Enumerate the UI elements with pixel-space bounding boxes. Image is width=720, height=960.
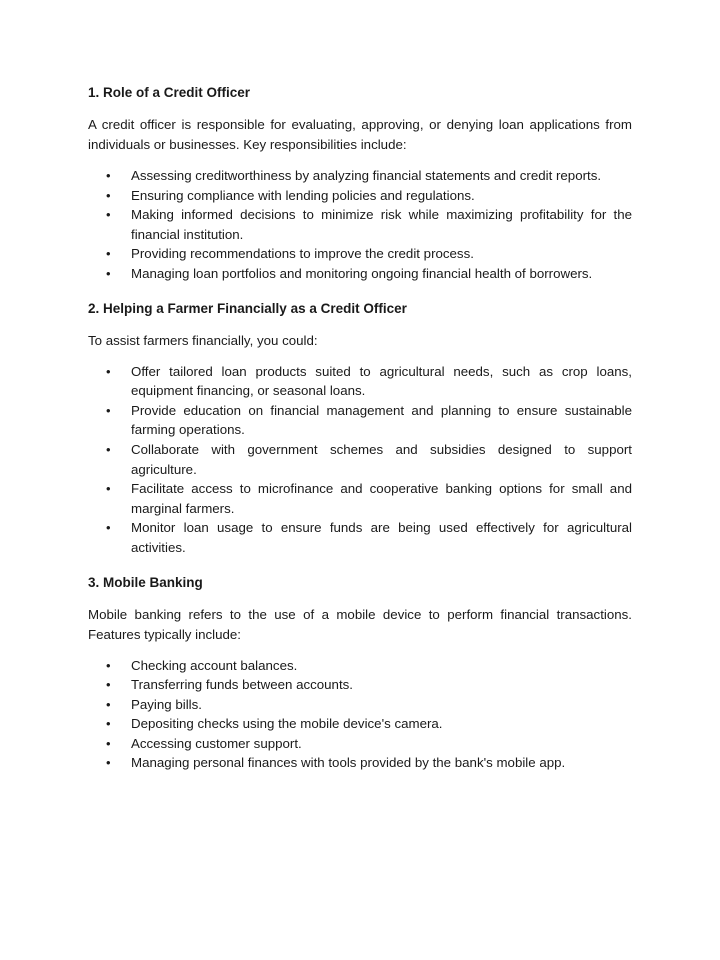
list-item-text: Provide education on financial management and planning to ensure sustainable farming operations.: [131, 402, 632, 438]
list-item-text: Collaborate with government schemes and subsidies designed to support agriculture.: [131, 441, 632, 477]
bullet-icon: •: [106, 657, 111, 673]
bullet-icon: •: [106, 363, 111, 379]
bullet-icon: •: [106, 265, 111, 281]
list-item-text: Ensuring compliance with lending policies and regulations.: [131, 187, 475, 203]
section-intro: Mobile banking refers to the use of a mobile device to perform financial transactions. Features typically include:: [88, 606, 632, 642]
list-item: [88, 714, 632, 734]
list-item: [88, 479, 632, 518]
list-item: [88, 166, 632, 186]
list-item: [88, 186, 632, 206]
section-heading: 3. Mobile Banking: [88, 574, 203, 590]
bullet-icon: •: [106, 696, 111, 712]
list-item: [88, 264, 632, 284]
list-item-text: Managing loan portfolios and monitoring ongoing financial health of borrowers.: [131, 265, 593, 281]
list-item-text: Offer tailored loan products suited to agricultural needs, such as crop loans, equipment financing, or seasonal loans.: [131, 363, 632, 399]
list-item-text: Monitor loan usage to ensure funds are being used effectively for agricultural activities.: [131, 520, 632, 555]
list-item: [88, 518, 632, 557]
section-heading: 2. Helping a Farmer Financially as a Credit Officer: [88, 300, 407, 316]
section-intro: A credit officer is responsible for evaluating, approving, or denying loan applications from individuals or businesses. Key responsibilities include:: [88, 117, 632, 152]
list-item: [88, 695, 632, 715]
bullet-icon: •: [106, 402, 111, 418]
bullet-icon: •: [106, 677, 111, 693]
bullet-icon: •: [106, 481, 111, 497]
list-item-text: Checking account balances.: [131, 657, 298, 673]
list-item: [88, 362, 632, 401]
list-item: [88, 205, 632, 244]
section-mobile-banking: [88, 574, 632, 774]
list-item: [88, 675, 632, 695]
list-item-text: Depositing checks using the mobile device's camera.: [131, 716, 443, 732]
list-item: [88, 244, 632, 264]
list-item: [88, 753, 632, 773]
list-item-text: Providing recommendations to improve the credit process.: [131, 246, 474, 262]
list-item: [88, 734, 632, 754]
bullet-icon: •: [106, 755, 111, 771]
list-item-text: Facilitate access to microfinance and cooperative banking options for small and marginal farmers.: [131, 481, 632, 516]
bullet-icon: •: [106, 207, 111, 223]
bullet-list: [88, 362, 632, 558]
section-role-of-credit-officer: [88, 84, 632, 284]
list-item: [88, 440, 632, 479]
section-intro: To assist farmers financially, you could:: [88, 332, 318, 348]
section-heading: 1. Role of a Credit Officer: [88, 85, 251, 100]
list-item: [88, 656, 632, 676]
list-item-text: Managing personal finances with tools provided by the bank's mobile app.: [131, 755, 566, 771]
list-item-text: Assessing creditworthiness by analyzing financial statements and credit reports.: [131, 168, 602, 183]
list-item-text: Accessing customer support.: [131, 735, 302, 751]
list-item-text: Transferring funds between accounts.: [131, 677, 353, 693]
list-item-text: Making informed decisions to minimize risk while maximizing profitability for the financial institution.: [131, 207, 632, 242]
bullet-icon: •: [106, 520, 111, 536]
bullet-icon: •: [106, 168, 111, 183]
bullet-icon: •: [106, 735, 111, 751]
section-helping-a-farmer: [88, 300, 632, 558]
list-item-text: Paying bills.: [131, 696, 202, 712]
list-item: [88, 401, 632, 440]
bullet-icon: •: [106, 716, 111, 732]
bullet-icon: •: [106, 441, 111, 457]
bullet-icon: •: [106, 187, 111, 203]
bullet-list: [88, 166, 632, 284]
bullet-list: [88, 656, 632, 774]
bullet-icon: •: [106, 246, 111, 262]
